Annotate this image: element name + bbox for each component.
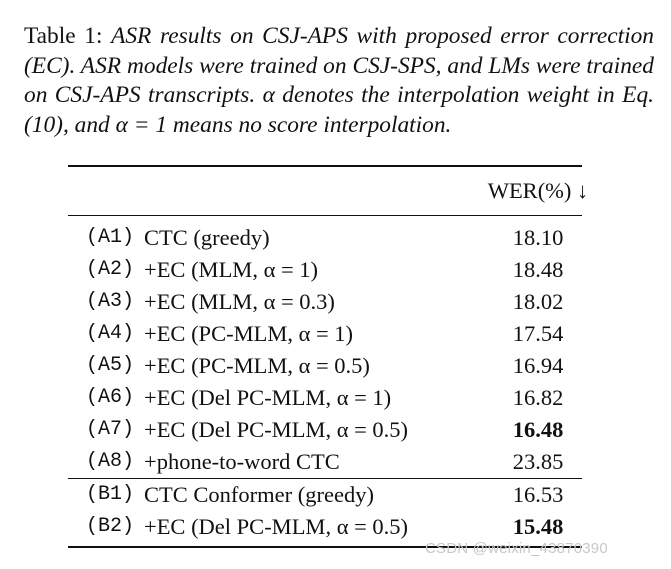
caption-text: ASR results on CSJ-APS with proposed error correction (EC). ASR models were trained on CSJ-SPS, and LMs were trained on CSJ-APS transcripts. α denotes the interpolation weight in Eq. (10), and α = 1 means no score interpolation. <box>24 23 654 138</box>
row-id: (B1) <box>86 483 135 507</box>
row-method: +EC (PC-MLM, α = 0.5) <box>144 353 370 379</box>
table-row <box>68 286 582 318</box>
caption-label: Table 1: <box>24 23 112 49</box>
table-group-b <box>68 479 582 543</box>
row-method: CTC (greedy) <box>144 225 270 251</box>
row-method: CTC Conformer (greedy) <box>144 482 374 508</box>
row-wer: 17.54 <box>512 321 564 347</box>
row-id: (A7) <box>86 418 135 442</box>
row-wer-best: 15.48 <box>512 514 564 540</box>
row-id: (A1) <box>86 226 135 250</box>
results-table <box>68 165 589 548</box>
row-id: (A3) <box>86 290 135 314</box>
table-caption <box>24 22 654 140</box>
row-wer: 18.48 <box>512 257 564 283</box>
table-row <box>68 350 582 382</box>
table-row <box>68 511 582 543</box>
table-row <box>68 318 582 350</box>
row-id: (B2) <box>86 515 135 539</box>
row-method: +EC (Del PC-MLM, α = 0.5) <box>144 514 409 540</box>
table-row <box>68 382 582 414</box>
row-method: +phone-to-word CTC <box>144 449 340 475</box>
row-id: (A6) <box>86 386 135 410</box>
row-wer: 16.82 <box>512 385 564 411</box>
table-row <box>68 414 582 446</box>
row-wer: 23.85 <box>512 449 564 475</box>
table-row <box>68 446 582 478</box>
row-wer: 16.53 <box>512 482 564 508</box>
row-id: (A4) <box>86 322 135 346</box>
row-method: +EC (MLM, α = 0.3) <box>144 289 335 315</box>
row-wer: 18.02 <box>512 289 564 315</box>
watermark: CSDN @weixin_43870390 <box>425 540 608 557</box>
table-row <box>68 254 582 286</box>
row-wer: 16.94 <box>512 353 564 379</box>
table-row <box>68 222 582 254</box>
table-header-row <box>68 167 589 215</box>
row-method: +EC (PC-MLM, α = 1) <box>144 321 354 347</box>
row-wer: 18.10 <box>512 225 564 251</box>
row-method: +EC (Del PC-MLM, α = 1) <box>144 385 392 411</box>
row-id: (A8) <box>86 450 135 474</box>
row-wer-best: 16.48 <box>512 417 564 443</box>
table-row <box>68 479 582 511</box>
table-group-a <box>68 222 582 478</box>
row-id: (A2) <box>86 258 135 282</box>
row-id: (A5) <box>86 354 135 378</box>
row-method: +EC (MLM, α = 1) <box>144 257 319 283</box>
header-wer: WER(%) ↓ <box>487 178 589 203</box>
row-method: +EC (Del PC-MLM, α = 0.5) <box>144 417 409 443</box>
